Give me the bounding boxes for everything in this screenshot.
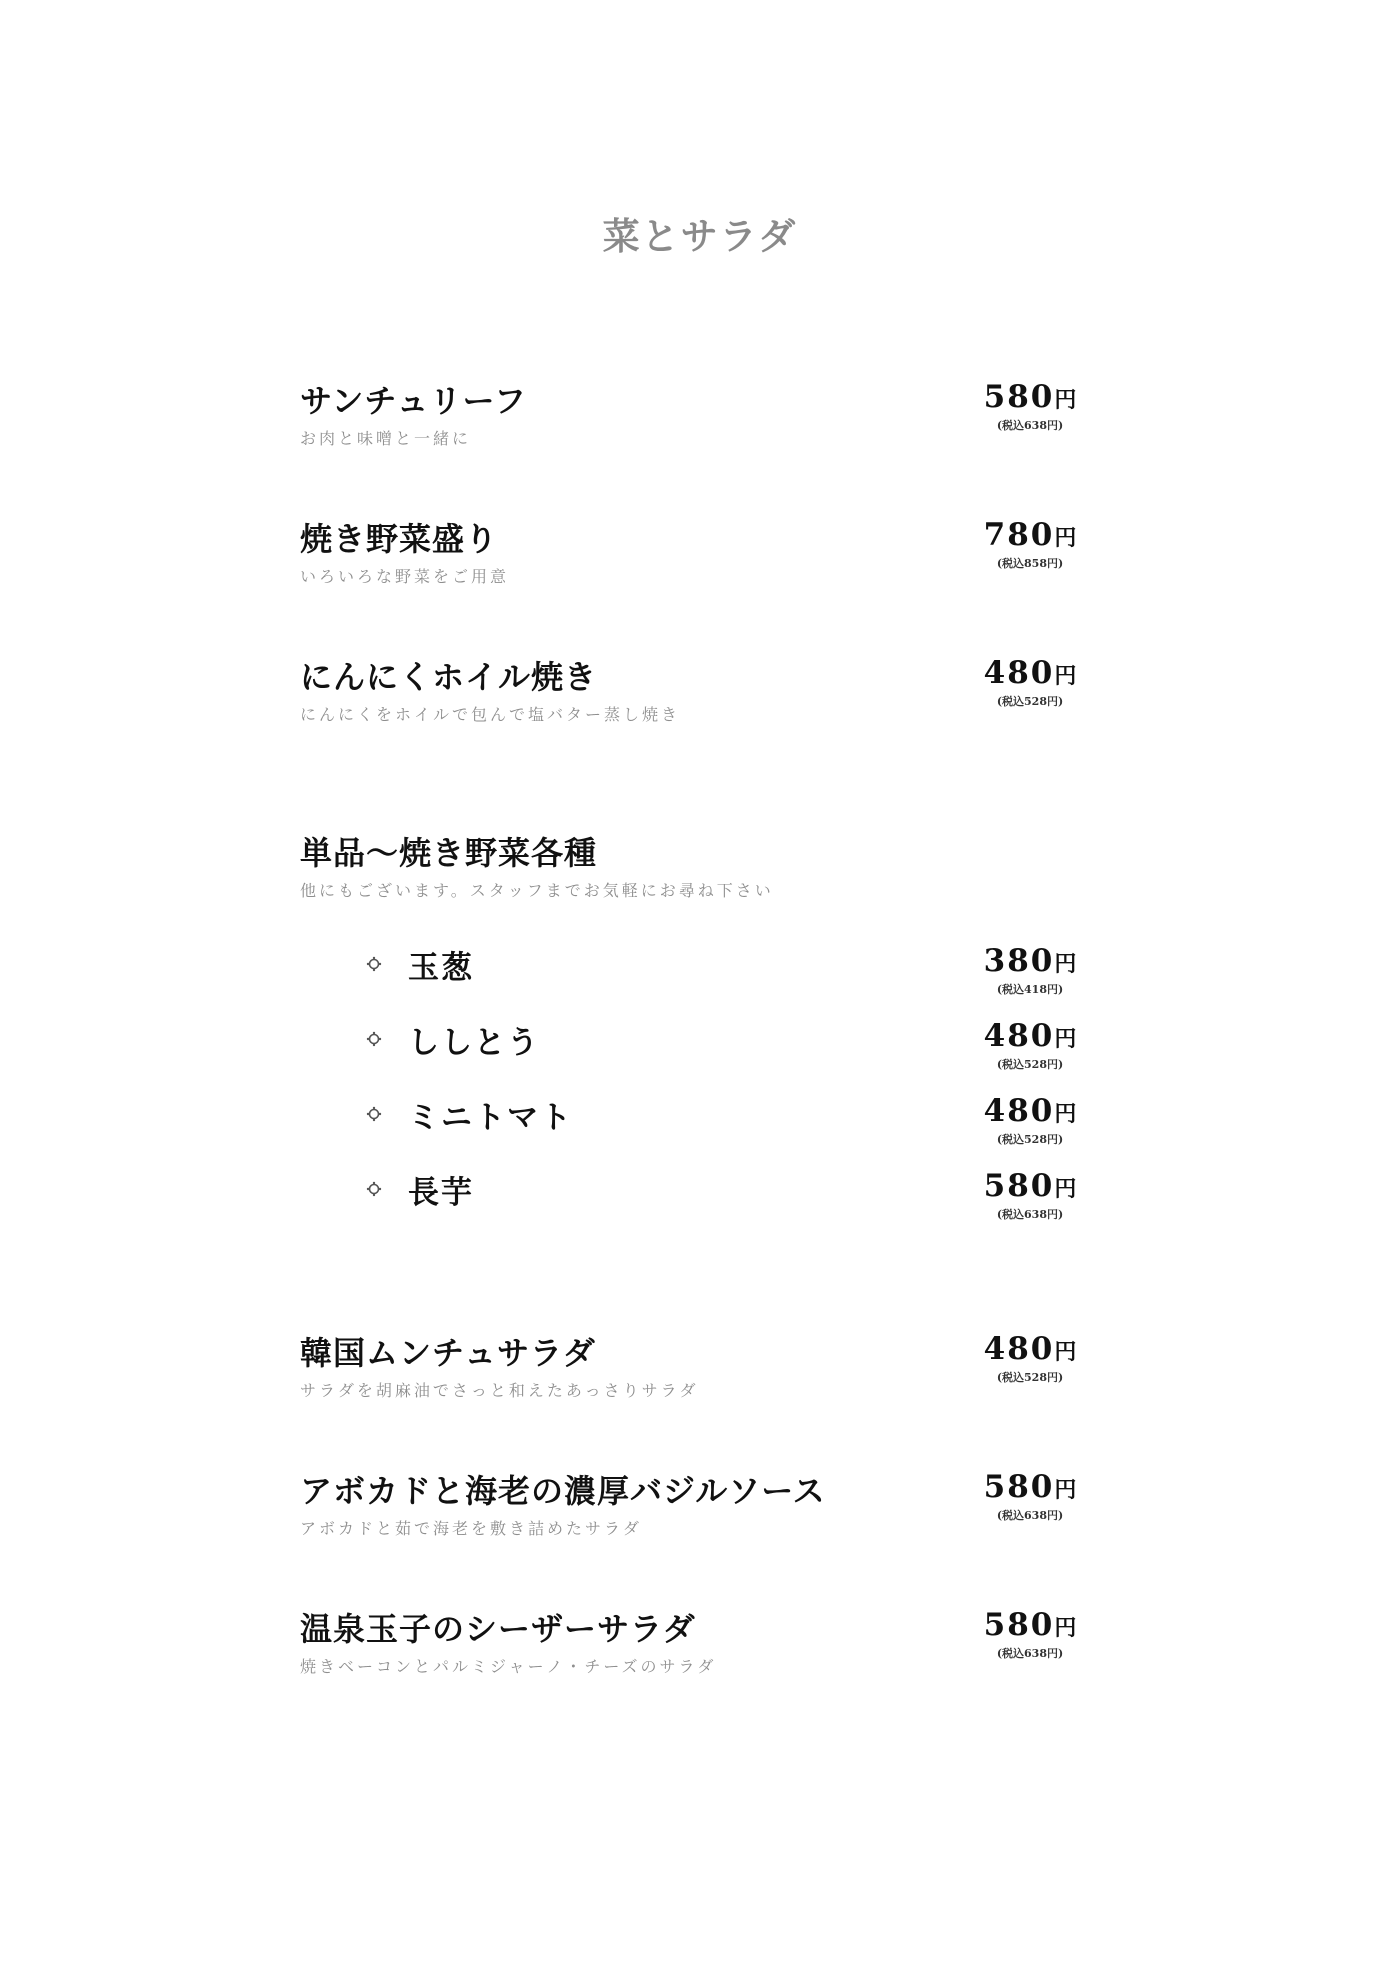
- price-tax-included: (税込528円): [996, 695, 1064, 708]
- item-description: 焼きベーコンとパルミジャーノ・チーズのサラダ: [300, 1657, 717, 1676]
- section-description: 他にもございます。スタッフまでお気軽にお尋ね下さい: [300, 881, 774, 900]
- item-name: サンチュリーフ: [300, 382, 527, 420]
- item-description: にんにくをホイルで包んで塩バター蒸し焼き: [300, 705, 681, 724]
- item-description: いろいろな野菜をご用意: [300, 567, 510, 586]
- price-tax-included: (税込528円): [996, 1058, 1064, 1071]
- item-description: お肉と味噌と一緒に: [300, 429, 472, 448]
- price-unit: 円: [1054, 1615, 1077, 1641]
- price-value: 780: [983, 517, 1055, 553]
- sub-item-nagaimo: [360, 1167, 1110, 1227]
- item-name: ししとう: [408, 1025, 540, 1061]
- item-price: [950, 1468, 1110, 1523]
- price-unit: 円: [1054, 1477, 1077, 1503]
- price-tax-included: (税込528円): [996, 1371, 1064, 1384]
- price-value: 580: [983, 1469, 1055, 1505]
- price-unit: 円: [1054, 1026, 1077, 1052]
- item-price: [950, 1017, 1110, 1072]
- flower-bullet-icon: [366, 1181, 382, 1197]
- flower-bullet-icon: [366, 1031, 382, 1047]
- price-tax-included: (税込858円): [996, 557, 1064, 570]
- menu-item-avocado-shrimp: [300, 1466, 1110, 1566]
- price-unit: 円: [1054, 1176, 1077, 1202]
- item-price: [950, 516, 1110, 571]
- price-value: 380: [983, 943, 1055, 979]
- menu-item-sanchu-leaf: [300, 376, 1110, 476]
- sub-item-onion: [360, 942, 1110, 1002]
- item-price: [950, 654, 1110, 709]
- item-name: アボカドと海老の濃厚バジルソース: [300, 1472, 826, 1510]
- item-price: [950, 1092, 1110, 1147]
- item-price: [950, 1167, 1110, 1222]
- item-name: 韓国ムンチュサラダ: [300, 1334, 596, 1372]
- price-value: 480: [983, 1018, 1055, 1054]
- price-value: 480: [983, 655, 1055, 691]
- item-name: 長芋: [408, 1175, 474, 1211]
- price-unit: 円: [1054, 951, 1077, 977]
- item-name: にんにくホイル焼き: [300, 658, 598, 696]
- price-unit: 円: [1054, 1339, 1077, 1365]
- price-tax-included: (税込638円): [996, 1509, 1064, 1522]
- price-value: 480: [983, 1331, 1055, 1367]
- section-single-vegetables: [300, 828, 1110, 928]
- item-description: アボカドと茹で海老を敷き詰めたサラダ: [300, 1519, 642, 1538]
- section-heading: 単品～焼き野菜各種: [300, 834, 598, 872]
- price-value: 580: [983, 379, 1055, 415]
- menu-item-garlic-foil: [300, 652, 1110, 752]
- item-price: [950, 378, 1110, 433]
- item-description: サラダを胡麻油でさっと和えたあっさりサラダ: [300, 1381, 699, 1400]
- price-tax-included: (税込638円): [996, 419, 1064, 432]
- menu-item-korean-salad: [300, 1328, 1110, 1428]
- flower-bullet-icon: [366, 956, 382, 972]
- price-unit: 円: [1054, 1101, 1077, 1127]
- price-unit: 円: [1054, 663, 1077, 689]
- item-price: [950, 1330, 1110, 1385]
- item-name: ミニトマト: [408, 1100, 573, 1136]
- sub-item-shishito: [360, 1017, 1110, 1077]
- price-tax-included: (税込528円): [996, 1133, 1064, 1146]
- price-value: 580: [983, 1607, 1055, 1643]
- menu-item-grilled-vegetables: [300, 514, 1110, 614]
- price-value: 480: [983, 1093, 1055, 1129]
- item-price: [950, 1606, 1110, 1661]
- price-value: 580: [983, 1168, 1055, 1204]
- item-name: 玉葱: [408, 950, 474, 986]
- page-title: 菜とサラダ: [602, 214, 798, 258]
- flower-bullet-icon: [366, 1106, 382, 1122]
- price-unit: 円: [1054, 387, 1077, 413]
- menu-item-caesar-salad: [300, 1604, 1110, 1704]
- item-name: 焼き野菜盛り: [300, 520, 499, 558]
- price-tax-included: (税込638円): [996, 1208, 1064, 1221]
- item-price: [950, 942, 1110, 997]
- price-tax-included: (税込418円): [996, 983, 1064, 996]
- price-tax-included: (税込638円): [996, 1647, 1064, 1660]
- sub-item-mini-tomato: [360, 1092, 1110, 1152]
- item-name: 温泉玉子のシーザーサラダ: [300, 1610, 696, 1648]
- price-unit: 円: [1054, 525, 1077, 551]
